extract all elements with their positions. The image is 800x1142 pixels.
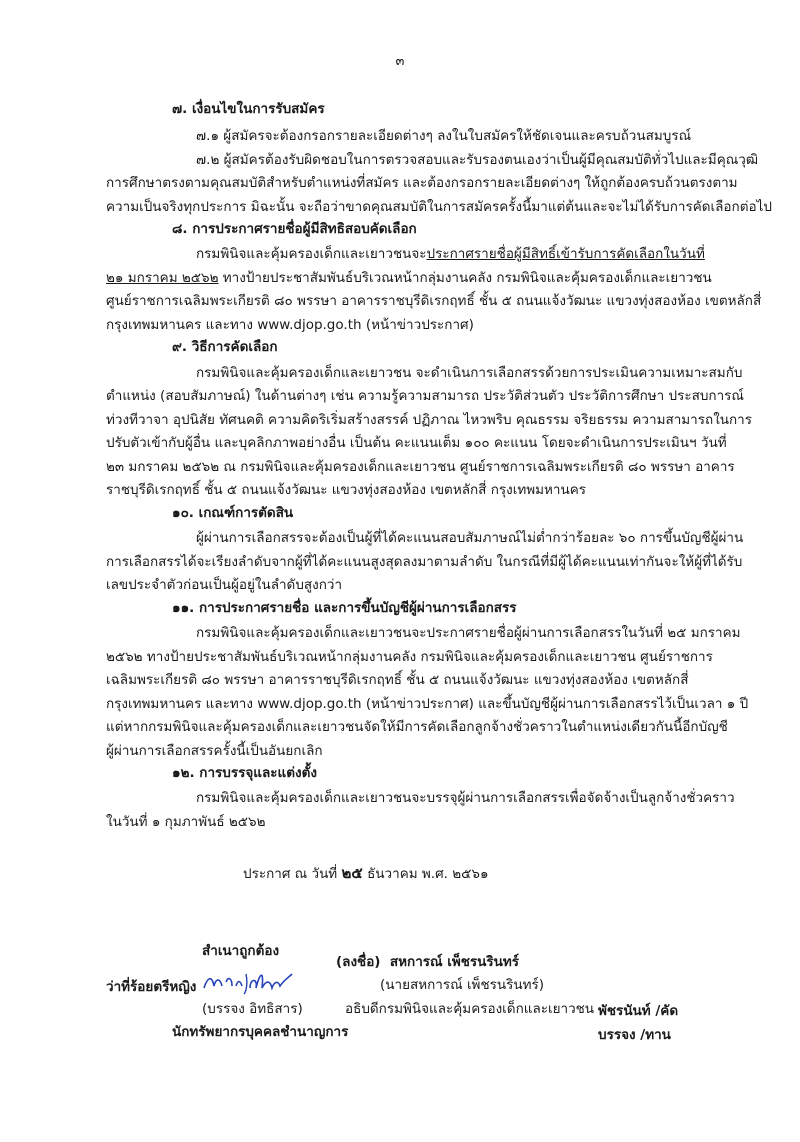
- section-8-line-2-text: ทางป้ายประชาสัมพันธ์บริเวณหน้ากลุ่มงานคลัง กรมพินิจและคุ้มครองเด็กและเยาวชน: [218, 270, 712, 286]
- section-8-line-4: กรุงเทพมหานคร และทาง www.djop.go.th (หน้าข่าวประกาศ): [106, 317, 474, 333]
- section-9-line-6: ราชบุรีดิเรกฤทธิ์ ชั้น ๕ ถนนแจ้งวัฒนะ แขวงทุ่งสองห้อง เขตหลักสี่ กรุงเทพมหานคร: [106, 482, 587, 498]
- certifier-signature: [202, 968, 294, 1000]
- section-9-line-3: ท่วงทีวาจา อุปนิสัย ทัศนคติ ความคิดริเริ่มสร้างสรรค์ ปฏิภาณ ไหวพริบ คุณธรรม จริยธรรม ความสามารถในการ: [106, 412, 753, 428]
- announcement-date-prefix: ประกาศ ณ วันที่: [243, 866, 338, 882]
- announcement-day: ๒๕: [341, 864, 363, 882]
- section-11-line-5: แต่หากกรมพินิจและคุ้มครองเด็กและเยาวชนจัดให้มีการคัดเลือกลูกจ้างชั่วคราวในตำแหน่งเดียวกันนี้อีกบัญชี: [106, 719, 728, 735]
- section-7-heading: ๗. เงื่อนไขในการรับสมัคร: [172, 101, 325, 117]
- certifier-name: (บรรจง อิทธิสาร): [202, 1001, 303, 1017]
- section-11-line-1: กรมพินิจและคุ้มครองเด็กและเยาวชนจะประกาศรายชื่อผู้ผ่านการเลือกสรรในวันที่ ๒๕ มกราคม: [196, 625, 741, 641]
- section-7-line-2: ๗.๒ ผู้สมัครต้องรับผิดชอบในการตรวจสอบและรับรองตนเองว่าเป็นผู้มีคุณสมบัติทั่วไปและมีคุณวุฒิ: [196, 152, 759, 168]
- section-7-line-1: ๗.๑ ผู้สมัครจะต้องกรอกรายละเอียดต่างๆ ลงในใบสมัครให้ชัดเจนและครบถ้วนสมบูรณ์: [196, 128, 692, 144]
- signatory-signature-name: สหการณ์ เพ็ชรนรินทร์: [389, 954, 520, 970]
- section-9-line-2: ตำแหน่ง (สอบสัมภาษณ์) ในด้านต่างๆ เช่น ความรู้ความสามารถ ประวัติส่วนตัว ประวัติการศึกษา ประสบการณ์: [106, 388, 744, 404]
- certifier-position: นักทรัพยากรบุคคลชำนาญการ: [172, 1024, 349, 1040]
- section-8-heading: ๘. การประกาศรายชื่อผู้มีสิทธิสอบคัดเลือก: [172, 221, 417, 237]
- section-7-line-4: ความเป็นจริงทุกประการ มิฉะนั้น จะถือว่าขาดคุณสมบัติในการสมัครครั้งนี้มาแต่ต้นและจะไม่ได้รับการคัดเลือกต่อไป: [106, 199, 772, 215]
- section-8-line-3: ศูนย์ราชการเฉลิมพระเกียรติ ๘๐ พรรษา อาคารราชบุรีดิเรกฤทธิ์ ชั้น ๕ ถนนแจ้งวัฒนะ แขวงทุ่งสองห้อง เขตหลักสี่: [106, 293, 762, 309]
- section-11-heading: ๑๑. การประกาศรายชื่อ และการขึ้นบัญชีผู้ผ่านการเลือกสรร: [172, 600, 517, 616]
- section-11-line-3: เฉลิมพระเกียรติ ๘๐ พรรษา อาคารราชบุรีดิเรกฤทธิ์ ชั้น ๕ ถนนแจ้งวัฒนะ แขวงทุ่งสองห้อง เขตหลักสี่: [106, 672, 689, 688]
- section-11-line-4: กรุงเทพมหานคร และทาง www.djop.go.th (หน้าข่าวประกาศ) และขึ้นบัญชีผู้ผ่านการเลือกสรรไว้เป็นเวลา ๑ ปี: [106, 696, 749, 712]
- section-9-heading: ๙. วิธีการคัดเลือก: [172, 339, 278, 355]
- section-8-line-1-text: กรมพินิจและคุ้มครองเด็กและเยาวชนจะ: [196, 246, 427, 262]
- section-8-line-2: [106, 269, 712, 287]
- signatory-full-name: (นายสหการณ์ เพ็ชรนรินทร์): [380, 977, 544, 993]
- announcement-date: [243, 864, 489, 883]
- section-8-line-1: [196, 245, 705, 263]
- page-number: ๓: [395, 54, 405, 69]
- section-10-heading: ๑๐. เกณฑ์การตัดสิน: [172, 505, 294, 521]
- section-11-line-2: ๒๕๖๒ ทางป้ายประชาสัมพันธ์บริเวณหน้ากลุ่มงานคลัง กรมพินิจและคุ้มครองเด็กและเยาวชน ศูนย์ราชการ: [106, 649, 713, 665]
- section-8-date-highlight: ๒๑ มกราคม ๒๕๖๒: [106, 270, 219, 286]
- signatory-line: [336, 953, 519, 971]
- certified-copy-title: สำเนาถูกต้อง: [202, 943, 280, 959]
- checker-initial: บรรจง /ทาน: [598, 1027, 671, 1043]
- section-10-line-2: การเลือกสรรได้จะเรียงลำดับจากผู้ที่ได้คะแนนสูงสุดลงมาตามลำดับ ในกรณีที่มีผู้ได้คะแนนเท่ากันจะให้ผู้ที่ได้รับ: [106, 554, 743, 570]
- section-7-line-3: การศึกษาตรงตามคุณสมบัติสำหรับตำแหน่งที่สมัคร และต้องกรอกรายละเอียดต่างๆ ให้ถูกต้องครบถ้วนตรงตาม: [106, 175, 738, 191]
- sign-label: (ลงชื่อ): [336, 954, 381, 970]
- section-11-line-6: ผู้ผ่านการเลือกสรรครั้งนี้เป็นอันยกเลิก: [106, 743, 323, 759]
- certifier-rank: ว่าที่ร้อยตรีหญิง: [106, 979, 197, 995]
- section-12-line-1: กรมพินิจและคุ้มครองเด็กและเยาวชนจะบรรจุผู้ผ่านการเลือกสรรเพื่อจัดจ้างเป็นลูกจ้างชั่วคราว: [196, 790, 735, 806]
- section-10-line-1: ผู้ผ่านการเลือกสรรจะต้องเป็นผู้ที่ได้คะแนนสอบสัมภาษณ์ไม่ต่ำกว่าร้อยละ ๖๐ การขึ้นบัญชีผู้ผ่าน: [196, 530, 744, 546]
- signatory-position: อธิบดีกรมพินิจและคุ้มครองเด็กและเยาวชน: [345, 1001, 595, 1017]
- section-8-announce-highlight: ประกาศรายชื่อผู้มีสิทธิ์เข้ารับการคัดเลือกในวันที่: [426, 246, 705, 262]
- section-12-line-2: ในวันที่ ๑ กุมภาพันธ์ ๒๕๖๒: [106, 814, 266, 830]
- section-12-heading: ๑๒. การบรรจุและแต่งตั้ง: [172, 765, 317, 781]
- section-9-line-4: ปรับตัวเข้ากับผู้อื่น และบุคลิกภาพอย่างอื่น เป็นต้น คะแนนเต็ม ๑๐๐ คะแนน โดยจะดำเนินการประเมินฯ วันที่: [106, 435, 727, 451]
- announcement-month-year: ธันวาคม พ.ศ. ๒๕๖๑: [367, 866, 489, 882]
- copier-initial: พัชรนันท์ /คัด: [598, 1003, 679, 1019]
- section-9-line-5: ๒๓ มกราคม ๒๕๖๒ ณ กรมพินิจและคุ้มครองเด็กและเยาวชน ศูนย์ราชการเฉลิมพระเกียรติ ๘๐ พรรษา อาคาร: [106, 459, 735, 475]
- section-9-line-1: กรมพินิจและคุ้มครองเด็กและเยาวชน จะดำเนินการเลือกสรรด้วยการประเมินความเหมาะสมกับ: [196, 365, 743, 381]
- section-10-line-3: เลขประจำตัวก่อนเป็นผู้อยู่ในลำดับสูงกว่า: [106, 577, 343, 593]
